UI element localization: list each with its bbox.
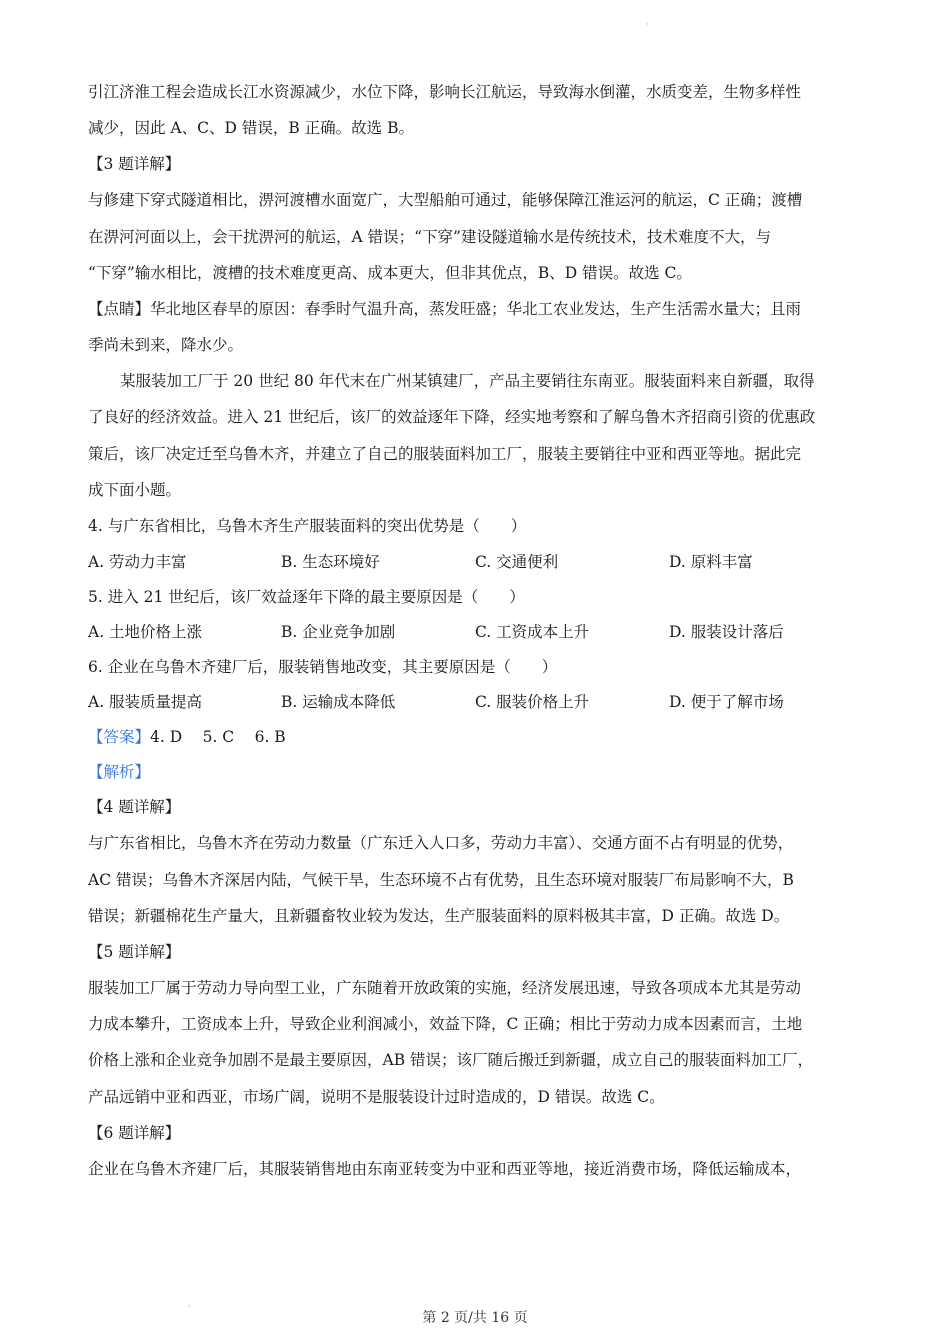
analysis-label: 【解析】 [88, 763, 151, 781]
answer-label: 【答案】 [88, 728, 151, 746]
question-5: 5. 进入 21 世纪后，该厂效益逐年下降的最主要原因是（ ） [88, 588, 525, 606]
text-line: 错误；新疆棉花生产量大，且新疆畜牧业较为发达，生产服装面料的原料极其丰富，D 正确。故选 D。 [88, 907, 790, 925]
text-line: 与广东省相比，乌鲁木齐在劳动力数量（广东迁入人口多，劳动力丰富）、交通方面不占有明显的优势， [88, 834, 794, 852]
page-mark: · [646, 20, 649, 29]
text-line: 产品远销中亚和西亚，市场广阔，说明不是服装设计过时造成的，D 错误。故选 C。 [88, 1088, 665, 1106]
q6-option-d: D. 便于了解市场 [669, 693, 784, 711]
q5-option-b: B. 企业竞争加剧 [281, 623, 396, 641]
q4-option-c: C. 交通便利 [475, 553, 559, 571]
passage-line: 了良好的经济效益。进入 21 世纪后，该厂的效益逐年下降，经实地考察和了解乌鲁木齐招商引资的优惠政 [88, 408, 816, 426]
q6-option-b: B. 运输成本降低 [281, 693, 396, 711]
text-line: 价格上涨和企业竞争加剧不是最主要原因，AB 错误；该厂随后搬迁到新疆，成立自己的服装面料加工厂， [88, 1051, 814, 1069]
text-line: 季尚未到来，降水少。 [88, 336, 244, 354]
q6-option-a: A. 服装质量提高 [88, 693, 203, 711]
q6-option-c: C. 服装价格上升 [475, 693, 590, 711]
text-line: 力成本攀升，工资成本上升，导致企业利润减小，效益下降，C 正确；相比于劳动力成本因素而言，土地 [88, 1015, 803, 1033]
question-4: 4. 与广东省相比，乌鲁木齐生产服装面料的突出优势是（ ） [88, 517, 527, 535]
section-heading: 【5 题详解】 [88, 943, 181, 961]
passage-line: 某服装加工厂于 20 世纪 80 年代末在广州某镇建厂，产品主要销往东南亚。服装面料来自新疆，取得 [120, 372, 815, 390]
text-line: 与修建下穿式隧道相比，淠河渡槽水面宽广，大型船舶可通过，能够保障江淮运河的航运，C 正确；渡槽 [88, 191, 803, 209]
question-6: 6. 企业在乌鲁木齐建厂后，服装销售地改变，其主要原因是（ ） [88, 658, 558, 676]
section-heading: 【6 题详解】 [88, 1124, 181, 1142]
text-line: 减少，因此 A、C、D 错误，B 正确。故选 B。 [88, 119, 414, 137]
answer-values: 4. D 5. C 6. B [150, 728, 286, 746]
text-line: 在淠河河面以上，会干扰淠河的航运，A 错误；“下穿”建设隧道输水是传统技术，技术难度不大，与 [88, 228, 771, 246]
section-heading: 【3 题详解】 [88, 155, 181, 173]
q4-option-b: B. 生态环境好 [281, 553, 380, 571]
text-line: 企业在乌鲁木齐建厂后，其服装销售地由东南亚转变为中亚和西亚等地，接近消费市场，降低运输成本， [88, 1160, 802, 1178]
tip-line: 【点睛】华北地区春旱的原因：春季时气温升高，蒸发旺盛；华北工农业发达，生产生活需水量大；且雨 [88, 300, 802, 318]
q4-option-d: D. 原料丰富 [669, 553, 753, 571]
text-line: “下穿”输水相比，渡槽的技术难度更高、成本更大，但非其优点，B、D 错误。故选 C。 [88, 264, 692, 282]
page-mark: · [188, 1302, 191, 1311]
q4-option-a: A. 劳动力丰富 [88, 553, 187, 571]
passage-line: 成下面小题。 [88, 481, 182, 499]
q5-option-a: A. 土地价格上涨 [88, 623, 203, 641]
answer-line [88, 727, 286, 747]
q5-option-d: D. 服装设计落后 [669, 623, 784, 641]
text-line: 引江济淮工程会造成长江水资源减少，水位下降，影响长江航运，导致海水倒灌，水质变差，生物多样性 [88, 83, 802, 101]
q5-option-c: C. 工资成本上升 [475, 623, 590, 641]
section-heading: 【4 题详解】 [88, 798, 181, 816]
text-line: AC 错误；乌鲁木齐深居内陆，气候干旱，生态环境不占有优势，且生态环境对服装厂布局影响不大，B [88, 871, 794, 889]
passage-line: 策后，该厂决定迁至乌鲁木齐，并建立了自己的服装面料加工厂，服装主要销往中亚和西亚等地。据此完 [88, 445, 802, 463]
text-line: 服装加工厂属于劳动力导向型工业，广东随着开放政策的实施，经济发展迅速，导致各项成本尤其是劳动 [88, 979, 802, 997]
page-footer: 第 2 页/共 16 页 [422, 1310, 528, 1326]
